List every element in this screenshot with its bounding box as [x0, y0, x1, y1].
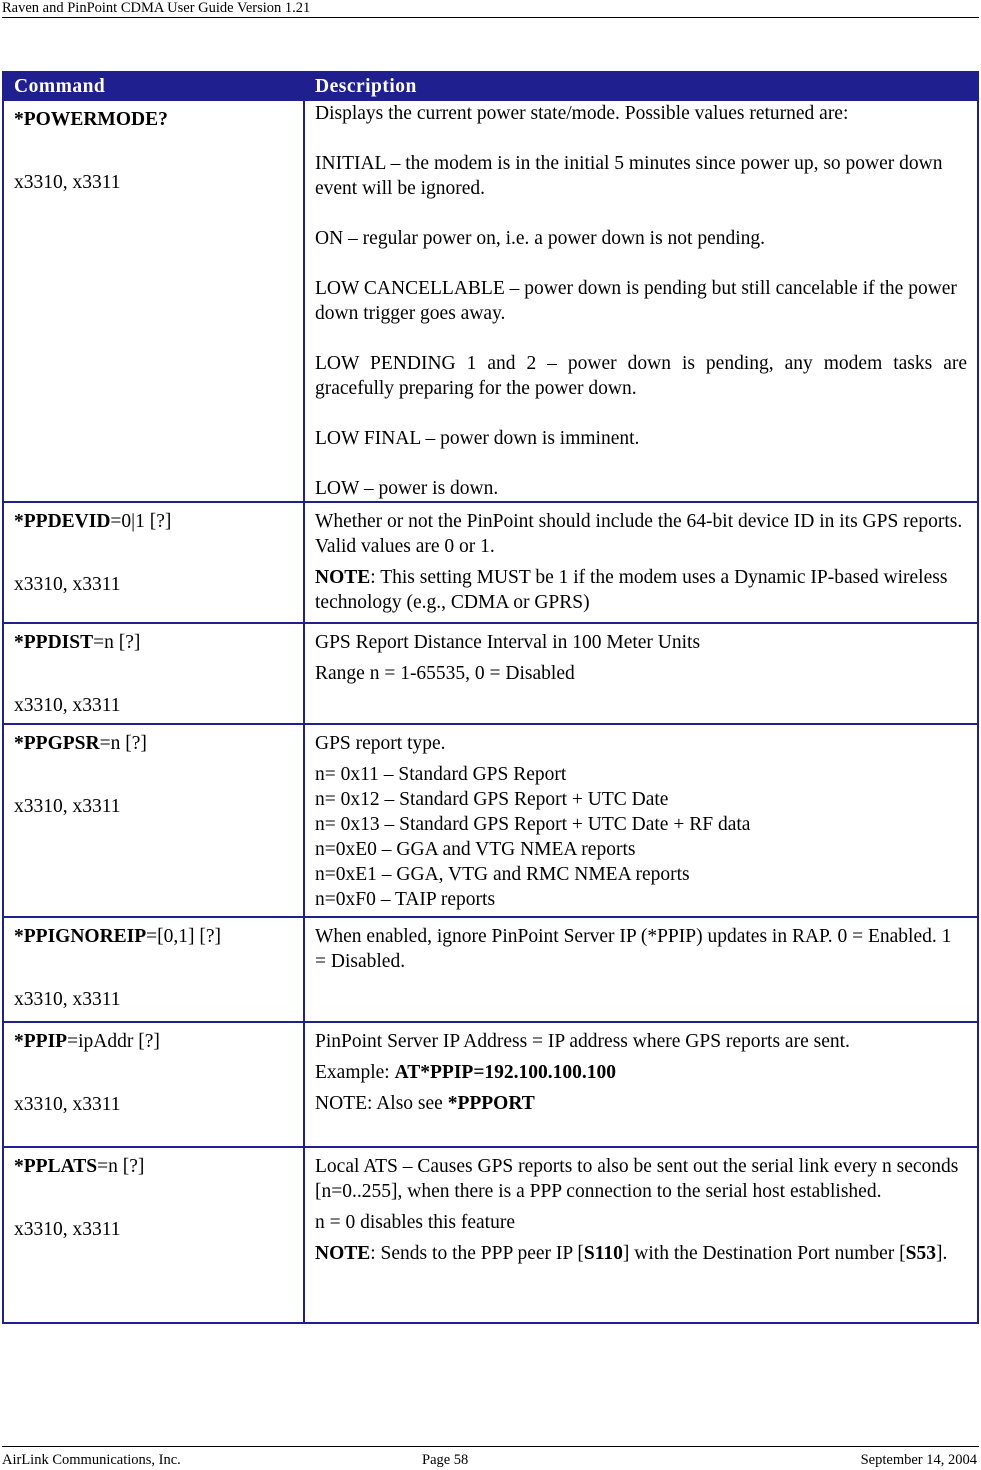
description-cell [304, 724, 978, 917]
description-text: n= 0x12 – Standard GPS Report + UTC Date [315, 789, 669, 810]
description-text: INITIAL – the modem is in the initial 5 minutes since power up, so power down event will be ignored. [315, 153, 943, 199]
note-label: NOTE [315, 1243, 371, 1264]
command-table [2, 71, 979, 1324]
description-text: ON – regular power on, i.e. a power down is not pending. [315, 228, 766, 249]
description-text: LOW FINAL – power down is imminent. [315, 428, 640, 449]
description-text: GPS Report Distance Interval in 100 Meter Units [315, 632, 701, 653]
description-text: n=0xF0 – TAIP reports [315, 889, 496, 910]
description-text: Whether or not the PinPoint should include the 64-bit device ID in its GPS reports. Valid values are 0 or 1. [315, 511, 963, 557]
command-args: =ipAddr [?] [67, 1031, 160, 1052]
description-text: LOW – power is down. [315, 478, 499, 499]
command-name: *PPIP [14, 1031, 68, 1052]
description-cell [304, 623, 978, 724]
note-label: NOTE [315, 567, 371, 588]
note-text: : This setting MUST be 1 if the modem uses a Dynamic IP-based wireless technology (e.g., CDMA or GPRS) [315, 567, 948, 613]
table-row [3, 1147, 978, 1323]
page-footer [2, 1446, 979, 1469]
description-text: n = 0 disables this feature [315, 1212, 515, 1233]
command-args: =0|1 [?] [110, 511, 172, 532]
command-models: x3310, x3311 [14, 796, 121, 817]
command-args: =n [?] [93, 632, 141, 653]
description-cell [304, 100, 978, 502]
footer-company: AirLink Communications, Inc. [2, 1452, 181, 1468]
description-text: Displays the current power state/mode. Possible values returned are: [315, 103, 849, 124]
command-name: *PPIGNOREIP [14, 926, 147, 947]
command-models: x3310, x3311 [14, 574, 121, 595]
command-cell [3, 502, 304, 623]
description-note: NOTE: Sends to the PPP peer IP [S110] with the Destination Port number [S53]. [315, 1243, 948, 1264]
description-example: Example: AT*PPIP=192.100.100.100 [315, 1062, 617, 1083]
command-args: =n [?] [99, 733, 147, 754]
document-title: Raven and PinPoint CDMA User Guide Version 1.21 [2, 0, 311, 16]
command-cell [3, 724, 304, 917]
description-text: Local ATS – Causes GPS reports to also be sent out the serial link every n seconds [n=0..255], when there is a PPP connection to the serial host established. [315, 1156, 959, 1202]
table-row [3, 100, 978, 502]
command-name: *PPLATS [14, 1156, 98, 1177]
description-text: When enabled, ignore PinPoint Server IP (*PPIP) updates in RAP. 0 = Enabled. 1 = Disabled. [315, 926, 952, 972]
footer-date: September 14, 2004 [860, 1452, 977, 1468]
command-cell [3, 100, 304, 502]
command-name: *PPDEVID [14, 511, 111, 532]
note-reference: *PPPORT [447, 1093, 535, 1114]
table-row [3, 724, 978, 917]
description-cell [304, 1147, 978, 1323]
description-text: GPS report type. [315, 733, 446, 754]
command-name: *POWERMODE? [14, 109, 168, 130]
description-text: LOW CANCELLABLE – power down is pending but still cancelable if the power down trigger goes away. [315, 278, 957, 324]
table-header-row [3, 72, 978, 100]
table-row [3, 1022, 978, 1147]
description-text: n= 0x13 – Standard GPS Report + UTC Date + RF data [315, 814, 751, 835]
table-row [3, 623, 978, 724]
example-command: AT*PPIP=192.100.100.100 [394, 1062, 617, 1083]
description-note [315, 565, 967, 615]
command-args: =n [?] [97, 1156, 145, 1177]
description-cell [304, 917, 978, 1022]
description-text: PinPoint Server IP Address = IP address where GPS reports are sent. [315, 1031, 850, 1052]
table-row [3, 502, 978, 623]
command-cell [3, 1022, 304, 1147]
command-models: x3310, x3311 [14, 989, 121, 1010]
column-header-command: Command [3, 72, 304, 100]
command-cell [3, 1147, 304, 1323]
command-models: x3310, x3311 [14, 172, 121, 193]
command-cell [3, 917, 304, 1022]
description-text: n= 0x11 – Standard GPS Report [315, 764, 567, 785]
command-models: x3310, x3311 [14, 1219, 121, 1240]
command-models: x3310, x3311 [14, 1094, 121, 1115]
description-text: n=0xE0 – GGA and VTG NMEA reports [315, 839, 636, 860]
command-name: *PPGPSR [14, 733, 100, 754]
command-cell [3, 623, 304, 724]
description-cell [304, 502, 978, 623]
command-models: x3310, x3311 [14, 695, 121, 716]
description-cell [304, 1022, 978, 1147]
description-text: LOW PENDING 1 and 2 – power down is pending, any modem tasks are gracefully preparing for the power down. [315, 353, 967, 399]
column-header-description: Description [304, 72, 978, 100]
description-note: NOTE: Also see *PPPORT [315, 1093, 535, 1114]
table-row [3, 917, 978, 1022]
footer-page-number: Page 58 [422, 1452, 469, 1468]
command-args: =[0,1] [?] [146, 926, 222, 947]
page-header [2, 0, 979, 18]
description-text: Range n = 1-65535, 0 = Disabled [315, 663, 575, 684]
command-name: *PPDIST [14, 632, 94, 653]
description-text: n=0xE1 – GGA, VTG and RMC NMEA reports [315, 864, 690, 885]
